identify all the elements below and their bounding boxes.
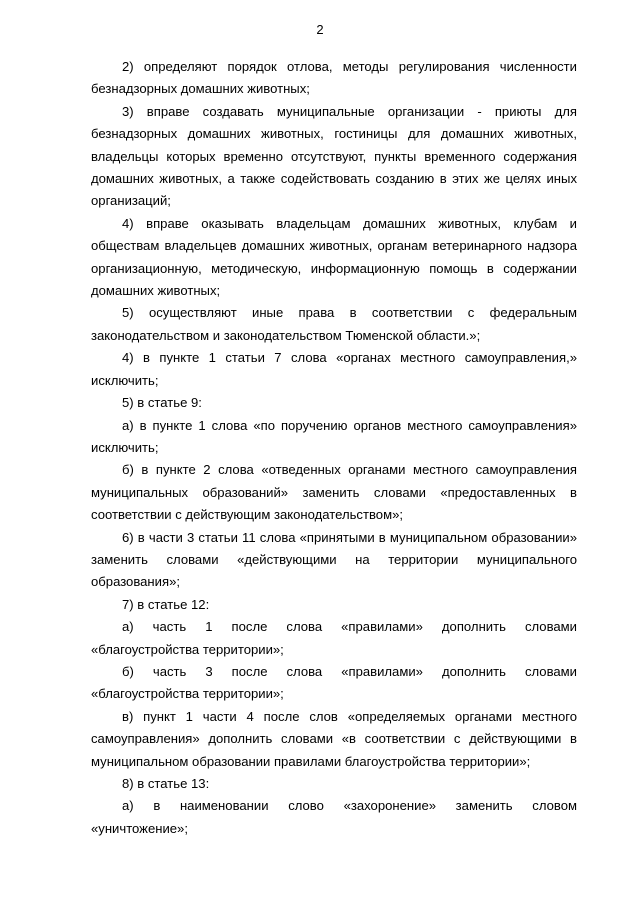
paragraph-amendment-5a: а) в пункте 1 слова «по поручению органов местного самоуправления» исключить;	[91, 417, 577, 455]
page-number: 2	[316, 22, 324, 37]
paragraph-amendment-7b: б) часть 3 после слова «правилами» дополнить словами «благоустройства территории»;	[91, 663, 577, 702]
paragraph-amendment-4: 4) в пункте 1 статьи 7 слова «органах местного самоуправления,» исключить;	[91, 350, 577, 388]
paragraph-item-5: 5) осуществляют иные права в соответствии с федеральным законодательством и законодательством Тюменской области.»;	[91, 305, 577, 343]
paragraph-item-3: 3) вправе создавать муниципальные организации - приюты для безнадзорных домашних животных, гостиницы для домашних животных, владельцы которых временно отсутствуют, пункты временного содержания домашних животных, а также содействовать созданию в этих же целях иных организаций;	[91, 103, 577, 209]
paragraph-item-4: 4) вправе оказывать владельцам домашних животных, клубам и обществам владельцев домашних животных, органам ветеринарного надзора организационную, методическую, информационную помощь в содержании домашних животных;	[91, 215, 577, 299]
paragraph-amendment-5b: б) в пункте 2 слова «отведенных органами местного самоуправления муниципальных образований» заменить словами «предоставленных в соответствии с действующим законодательством»;	[91, 462, 577, 523]
paragraph-amendment-7: 7) в статье 12:	[122, 596, 210, 612]
paragraph-amendment-7a: а) часть 1 после слова «правилами» дополнить словами «благоустройства территории»;	[91, 619, 577, 657]
paragraph-amendment-8a: а) в наименовании слово «захоронение» заменить словом «уничтожение»;	[91, 798, 577, 836]
paragraph-amendment-8: 8) в статье 13:	[122, 776, 210, 791]
paragraph-amendment-6: 6) в части 3 статьи 11 слова «принятыми в муниципальном образовании» заменить словами «действующими на территории муниципального образования»;	[91, 529, 577, 590]
document-body	[91, 56, 577, 840]
paragraph-item-2: 2) определяют порядок отлова, методы регулирования численности безнадзорных домашних животных;	[91, 59, 577, 97]
paragraph-amendment-7v: в) пункт 1 части 4 после слов «определяемых органами местного самоуправления» дополнить словами «в соответствии с действующими в муниципальном образовании правилами благоустройства территории»;	[91, 708, 577, 769]
paragraph-amendment-5: 5) в статье 9:	[122, 395, 202, 411]
